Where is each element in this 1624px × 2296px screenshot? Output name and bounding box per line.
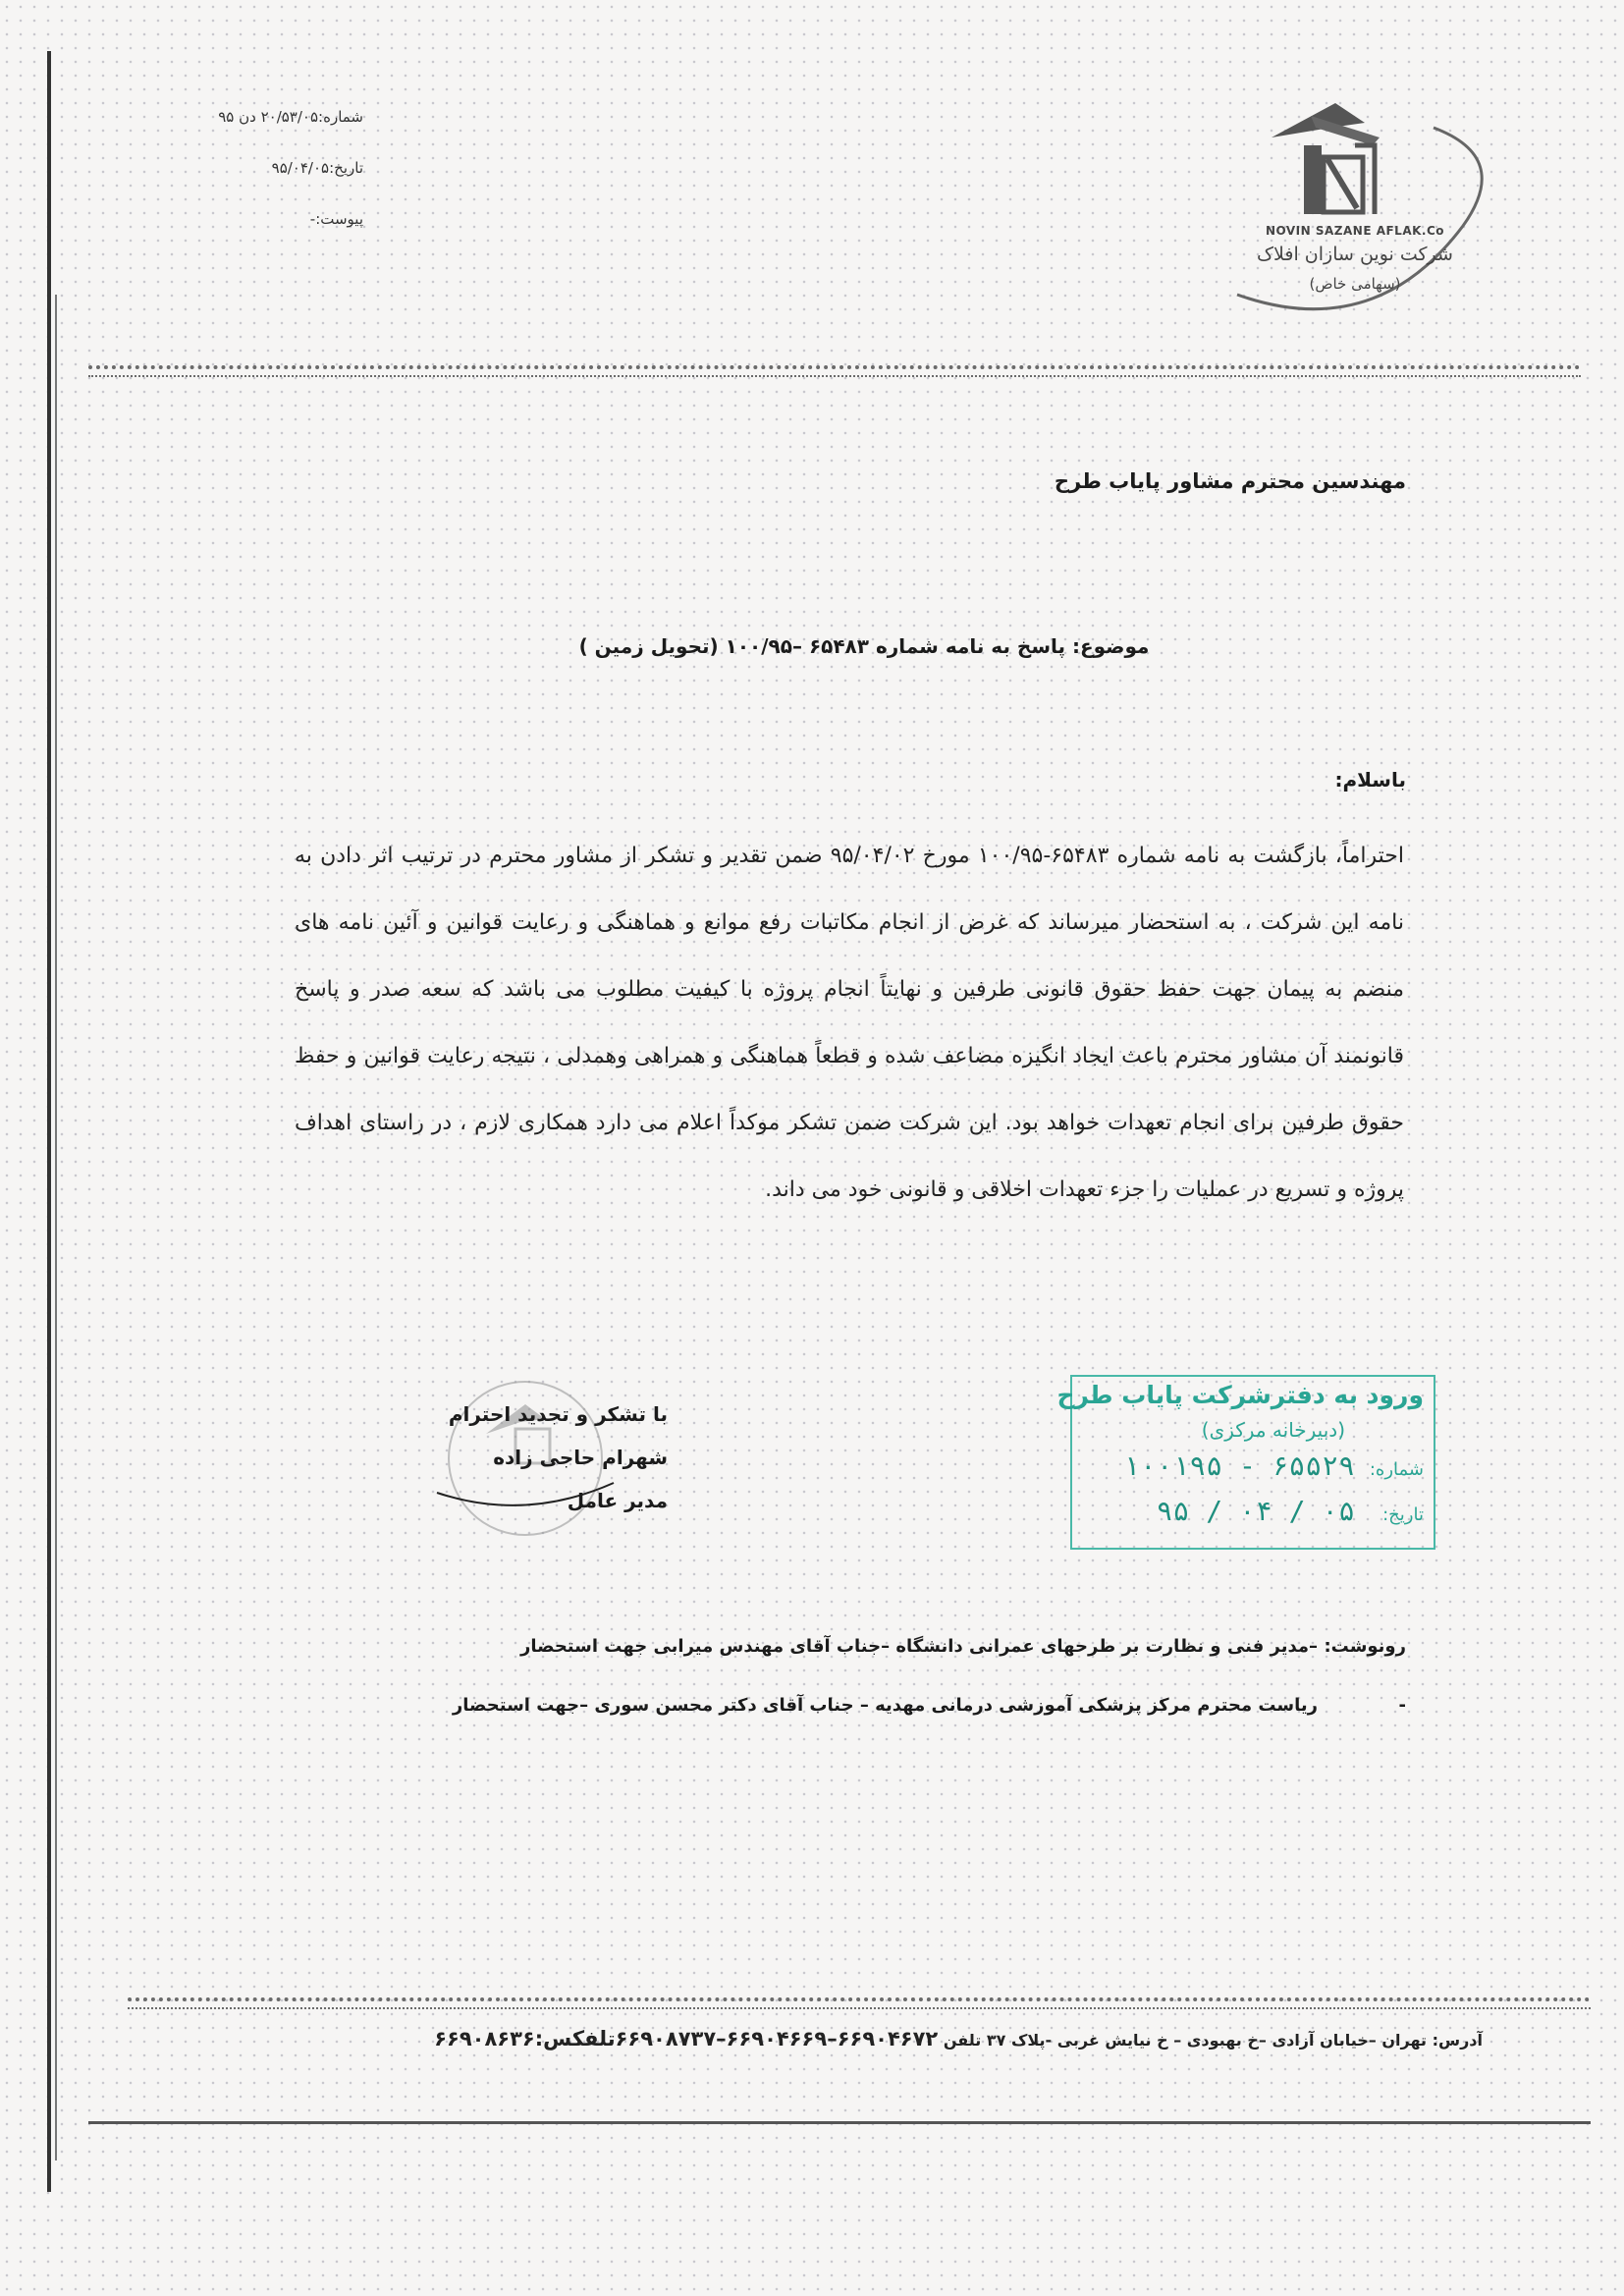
stamp-date-label: تاریخ: xyxy=(1382,1504,1424,1525)
address-text: آدرس: تهران –خیابان آزادی –خ بهبودی – خ نیایش غربی -پلاک ۳۷ تلفن xyxy=(938,2031,1483,2050)
stamp-number-label: شماره: xyxy=(1369,1459,1424,1480)
copy-item-marker: - xyxy=(1398,1695,1406,1716)
recipient: مهندسین محترم مشاور پایاب طرح xyxy=(1054,469,1406,493)
stamp-number: ۱۰۰۱۹۵ - ۶۵۵۲۹ xyxy=(1122,1449,1355,1482)
copy-item-text: –مدیر فنی و نظارت بر طرحهای عمرانی دانشگاه –جناب آقای مهندس میرابی جهت استحضار xyxy=(519,1636,1318,1657)
page-border-left-inner xyxy=(55,295,57,2160)
copy-item xyxy=(424,1634,1406,1693)
company-name-fa: شرکت نوین سازان افلاک xyxy=(1257,244,1453,265)
phone-numbers: ۶۶۹۰۴۶۷۲–۶۶۹۰۴۶۶۹–۶۶۹۰۸۷۳۷تلفکس:۶۶۹۰۸۶۳۶ xyxy=(434,2027,939,2050)
signature-closing: با تشکر و تجدید احترام xyxy=(448,1402,668,1426)
stamp-date: ۹۵ / ۰۴ / ۰۵ xyxy=(1156,1495,1355,1527)
letter-date: تاریخ:۹۵/۰۴/۰۵ xyxy=(271,159,363,177)
footer-divider-thin xyxy=(128,2007,1591,2009)
header-divider-thin xyxy=(88,375,1581,377)
subject-line: موضوع: پاسخ به نامه شماره ۶۵۴۸۳ –۱۰۰/۹۵ (تحویل زمین ) xyxy=(578,634,1150,658)
greeting: باسلام: xyxy=(1334,768,1406,792)
footer-divider xyxy=(128,1997,1591,2001)
letter-number: شماره:۲۰/۵۳/۰۵ دن ۹۵ xyxy=(218,108,363,126)
letter-attachment: پیوست:- xyxy=(309,210,363,228)
copy-item-text: ریاست محترم مرکز پزشکی آموزشی درمانی مهدیه – جناب آقای دکتر محسن سوری –جهت استحضار xyxy=(452,1695,1318,1716)
signature-name: شهرام حاجی زاده xyxy=(493,1446,668,1469)
page-border-bottom xyxy=(88,2121,1591,2124)
signature-block xyxy=(363,1393,668,1522)
copy-item xyxy=(424,1693,1406,1752)
header-divider xyxy=(88,365,1581,369)
copies-section xyxy=(424,1634,1406,1752)
footer-address xyxy=(196,2027,1483,2050)
letter-meta xyxy=(187,106,363,259)
copies-label: رونوشت: xyxy=(1324,1636,1406,1657)
company-type: (سهامی خاص) xyxy=(1309,275,1401,293)
company-logo xyxy=(1218,98,1512,334)
signature-title: مدیر عامل xyxy=(567,1489,668,1512)
stamp-subtitle: (دبیرخانه مرکزی) xyxy=(1201,1418,1345,1442)
received-stamp xyxy=(1056,1375,1435,1550)
letter-body: احتراماً، بازگشت به نامه شماره ۶۵۴۸۳-۱۰۰/۹۵ مورخ ۹۵/۰۴/۰۲ ضمن تقدیر و تشکر از مشاور محترم در ترتیب اثر دادن به نامه این شرکت ، به استحضار میرساند که غرض از انجام مکاتبات رفع موانع و هماهنگی و رعایت قوانین و آئین نامه های منضم به پیمان جهت حفظ حقوق قانونی طرفین و نهایتاً انجام پروژه با کیفیت مطلوب می باشد که سعه صدر و پاسخ قانونمند آن مشاور محترم باعث ایجاد انگیزه مضاعف شده و قطعاً هماهنگی و همراهی وهمدلی ، نتیجه رعایت قوانین و حفظ حقوق طرفین برای انجام تعهدات خواهد بود. این شرکت ضمن تشکر موکداً اعلام می دارد همکاری لازم ، در راستای اهداف پروژه و تسریع در عملیات را جزء تعهدات اخلاقی و قانونی خود می داند. xyxy=(295,844,1404,1202)
page-border-left xyxy=(47,51,51,2192)
company-logo-icon xyxy=(1218,98,1512,334)
stamp-title: ورود به دفترشرکت پایاب طرح xyxy=(1056,1381,1424,1409)
company-name-en: NOVIN SAZANE AFLAK.Co xyxy=(1265,224,1445,238)
